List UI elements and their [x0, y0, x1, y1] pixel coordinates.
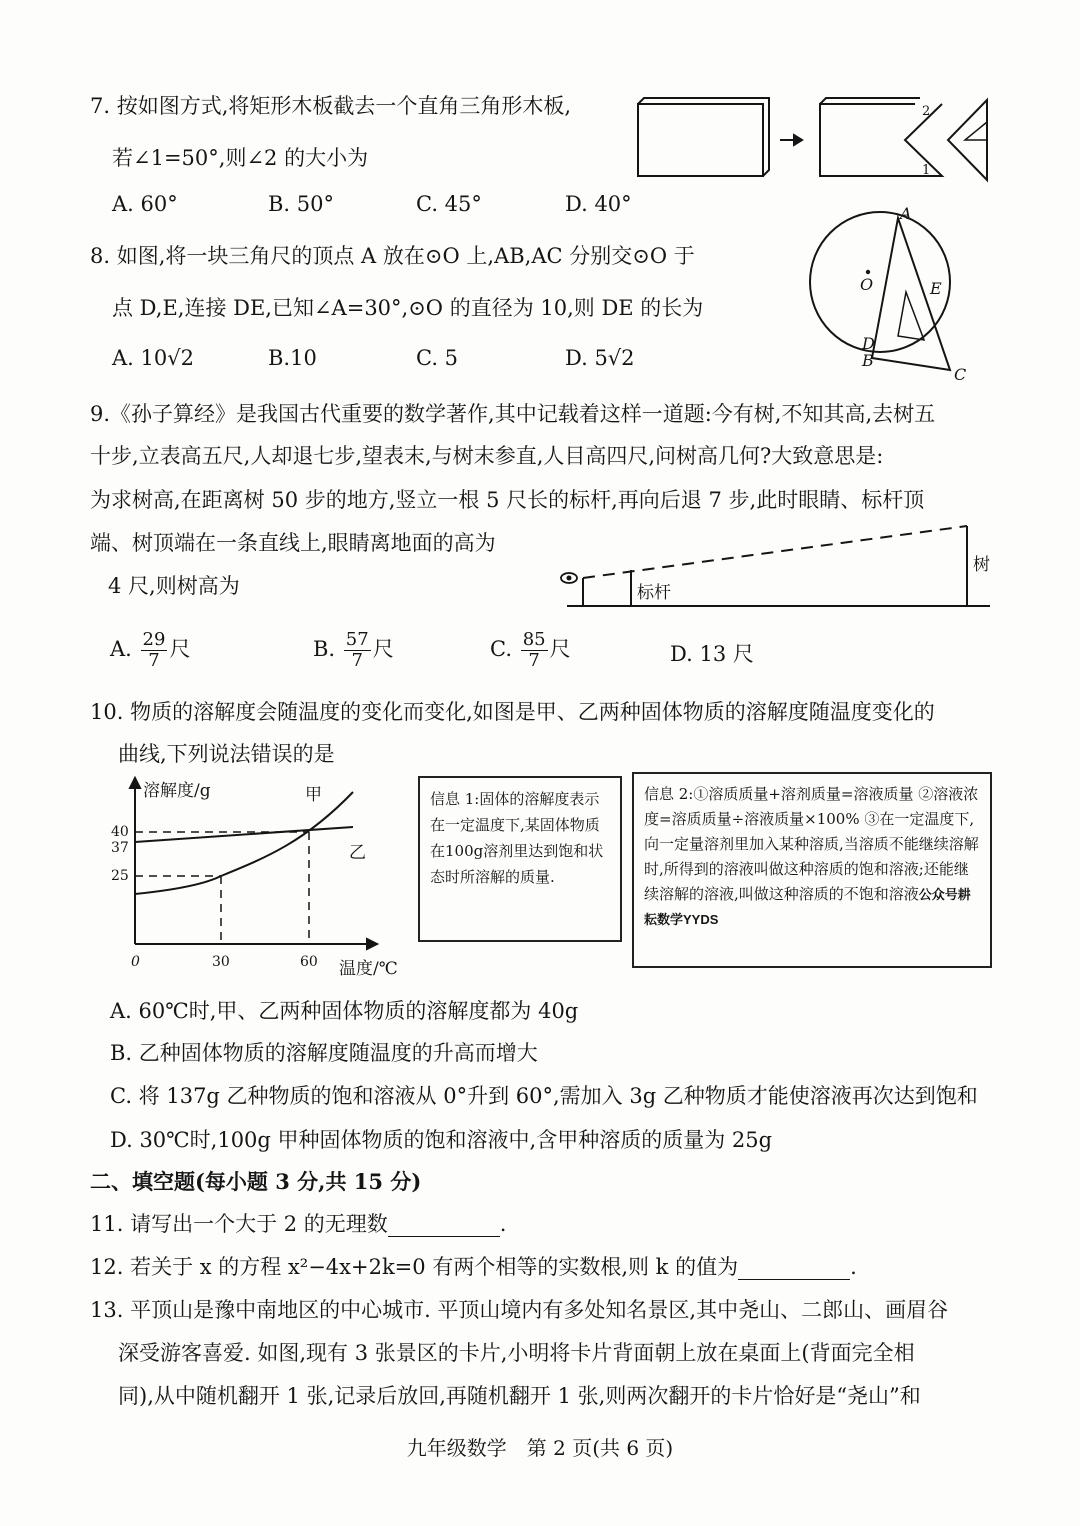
q12: 12. 若关于 x 的方程 x²−4x+2k=0 有两个相等的实数根,则 k 的值为 . — [90, 1255, 857, 1279]
q10-curve-jia — [135, 792, 353, 894]
q7-board-thickness — [638, 98, 769, 176]
q9-line3: 为求树高,在距离树 50 步的地方,竖立一根 5 尺长的标杆,再向后退 7 步,此时眼睛、标杆顶 — [90, 488, 925, 512]
info-box-2 — [632, 772, 992, 968]
q10-ytick-37: 37 — [111, 840, 129, 856]
q7-option-b: B. 50° — [268, 192, 335, 216]
q10-option-c: C. 将 137g 乙种物质的饱和溶液从 0°升到 60°,需加入 3g 乙种物质才能使溶液再次达到饱和 — [110, 1084, 978, 1108]
q13-line2: 深受游客喜爱. 如图,现有 3 张景区的卡片,小明将卡片背面朝上放在桌面上(背面完全相 — [118, 1341, 915, 1365]
section-2-title: 二、填空题(每小题 3 分,共 15 分) — [90, 1169, 422, 1194]
q7-option-c: C. 45° — [416, 192, 482, 216]
q13-line1: 13. 平顶山是豫中南地区的中心城市. 平顶山境内有多处知名景区,其中尧山、二郎山、画眉谷 — [90, 1298, 949, 1322]
q7-triangle-inner — [965, 122, 987, 140]
q8-line1: 8. 如图,将一块三角尺的顶点 A 放在⊙O 上,AB,AC 分别交⊙O 于 — [90, 244, 695, 268]
q10-label-jia: 甲 — [305, 785, 322, 805]
q8-option-a: A. 10√2 — [112, 346, 194, 370]
q7-option-a: A. 60° — [112, 192, 178, 216]
q8-option-b: B.10 — [268, 346, 317, 370]
watermark-text: 公众号耕耘数学YYDS — [644, 887, 971, 927]
q8-set-square-inner — [898, 292, 924, 340]
q10-line1: 10. 物质的溶解度会随温度的变化而变化,如图是甲、乙两种固体物质的溶解度随温度变化的 — [90, 700, 935, 724]
q10-x-arrow — [367, 939, 377, 949]
q8-label-o: O — [860, 275, 874, 294]
eye-pupil — [567, 576, 572, 581]
q9-option-b: B. $\frac{57}{7}$ 尺 — [313, 629, 394, 671]
q8-label-a: A — [900, 204, 912, 223]
q9-figure — [555, 520, 995, 612]
q7-line1: 7. 按如图方式,将矩形木板截去一个直角三角形木板, — [90, 94, 572, 118]
q8-figure — [800, 200, 980, 390]
q10-ytick-40: 40 — [111, 824, 129, 840]
q10-label-yi: 乙 — [349, 843, 366, 863]
q7-angle2-label: 2 — [922, 104, 931, 119]
q7-arrow-head — [794, 135, 802, 145]
q12-answer-blank[interactable] — [738, 1255, 850, 1280]
q10-y-arrow — [130, 778, 140, 788]
q13-line3: 同),从中随机翻开 1 张,记录后放回,再随机翻开 1 张,则两次翻开的卡片恰好是“尧山”和 — [118, 1384, 921, 1408]
q10-option-b: B. 乙种固体物质的溶解度随温度的升高而增大 — [110, 1041, 538, 1065]
q10-ytick-25: 25 — [111, 868, 129, 884]
q8-circle — [810, 212, 950, 352]
q9-line5: 4 尺,则树高为 — [108, 574, 240, 598]
q8-label-b: B — [862, 351, 874, 370]
q9-line2: 十步,立表高五尺,人却退七步,望表末,与树末参直,人目高四尺,问树高几何?大致意思是: — [90, 444, 884, 468]
q11-answer-blank[interactable] — [388, 1212, 500, 1237]
q10-xlabel: 温度/℃ — [339, 959, 398, 979]
q8-line2: 点 D,E,连接 DE,已知∠A=30°,⊙O 的直径为 10,则 DE 的长为 — [112, 296, 704, 320]
q10-ylabel: 溶解度/g — [143, 781, 211, 801]
q7-figure — [630, 92, 1000, 187]
q10-option-d: D. 30℃时,100g 甲种固体物质的饱和溶液中,含甲种溶质的质量为 25g — [110, 1128, 773, 1152]
info-box-1: 信息 1:固体的溶解度表示在一定温度下,某固体物质在100g溶剂里达到饱和状态时所溶解的质量. — [418, 776, 622, 942]
q9-line1: 9.《孙子算经》是我国古代重要的数学著作,其中记载着这样一道题:今有树,不知其高,去树五 — [90, 402, 936, 426]
q8-label-c: C — [954, 365, 967, 384]
q9-option-a: A. $\frac{29}{7}$ 尺 — [110, 629, 191, 671]
q11: 11. 请写出一个大于 2 的无理数 . — [90, 1212, 507, 1236]
q9-option-d: D. 13 尺 — [670, 642, 754, 666]
q8-label-d: D — [862, 334, 875, 353]
q8-label-e: E — [930, 279, 942, 298]
q10-option-a: A. 60℃时,甲、乙两种固体物质的溶解度都为 40g — [110, 999, 579, 1023]
q9-option-a-fraction: $\frac{29}{7}$ — [142, 629, 166, 671]
q7-line2: 若∠1=50°,则∠2 的大小为 — [112, 146, 369, 170]
info-box-2-text: 信息 2:①溶质质量+溶剂质量=溶液质量 ②溶液浓度=溶质质量÷溶液质量×100% ③在一定温度下,向一定量溶剂里加入某种溶质,当溶质不能继续溶解时,所得到的溶液叫做这种溶质的饱和溶液;还能继续溶解的溶液,叫做这种溶质的不饱和溶液 — [644, 785, 979, 903]
q8-option-d: D. 5√2 — [565, 346, 635, 370]
q7-angle1-label: 1 — [922, 163, 931, 178]
q9-tree-label: 树 — [973, 555, 990, 575]
q8-option-c: C. 5 — [416, 346, 459, 370]
page-footer: 九年级数学 第 2 页(共 6 页) — [406, 1436, 674, 1460]
q9-option-b-fraction: $\frac{57}{7}$ — [345, 629, 369, 671]
q7-option-d: D. 40° — [565, 192, 632, 216]
q10-curve-yi — [135, 827, 353, 842]
q10-xtick-60: 60 — [300, 954, 318, 970]
q8-center-point — [866, 270, 870, 274]
q10-line2: 曲线,下列说法错误的是 — [118, 742, 335, 766]
q9-pole-label: 标杆 — [637, 583, 671, 603]
q9-sightline — [583, 526, 967, 578]
q9-option-c-fraction: $\frac{85}{7}$ — [522, 629, 546, 671]
q10-xtick-30: 30 — [212, 954, 230, 970]
q10-graph — [105, 772, 415, 982]
q9-option-c: C. $\frac{85}{7}$ 尺 — [490, 629, 571, 671]
q10-xtick-0: 0 — [131, 954, 140, 970]
q7-board-rect — [638, 104, 763, 176]
q9-line4: 端、树顶端在一条直线上,眼睛离地面的高为 — [90, 531, 496, 555]
